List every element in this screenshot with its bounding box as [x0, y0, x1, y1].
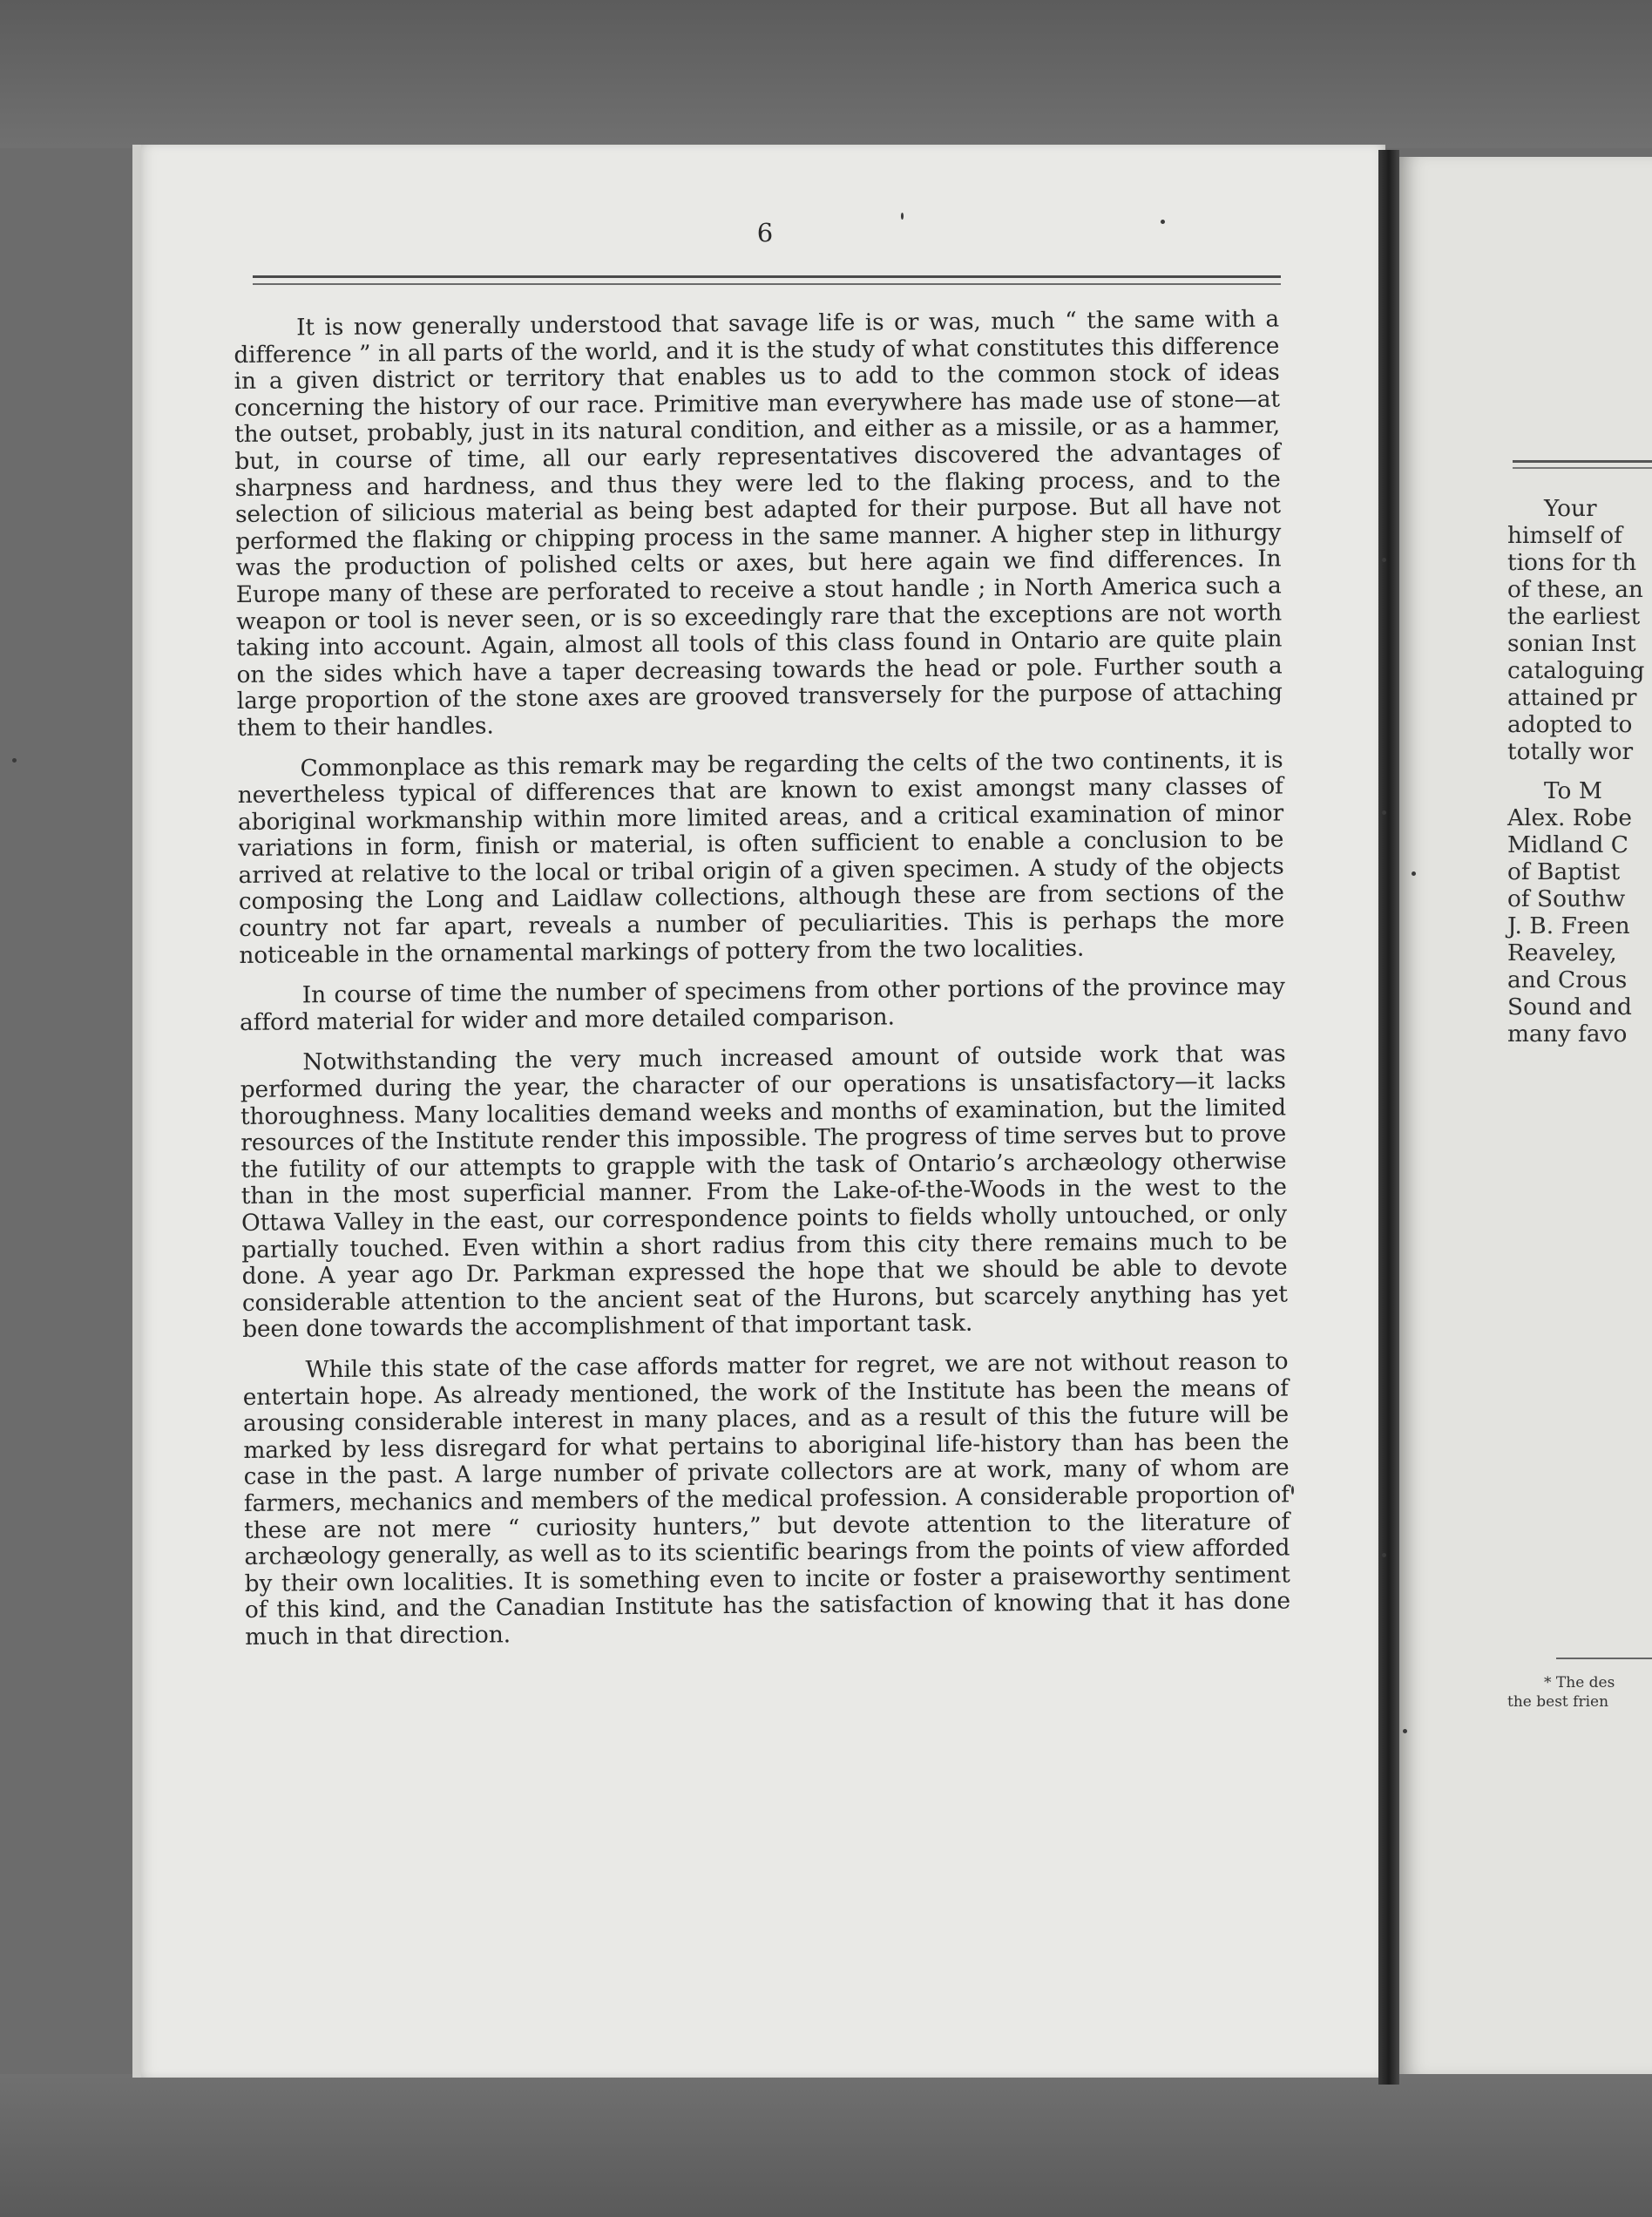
scan-background-top	[0, 0, 1652, 148]
book-spine-shadow	[1378, 150, 1399, 2085]
text-line: Reaveley,	[1507, 939, 1617, 966]
right-header-rule	[1513, 460, 1652, 463]
text-line: of Southw	[1507, 885, 1626, 912]
text-line: of these, an	[1507, 576, 1643, 603]
text-line: the earliest	[1507, 603, 1641, 630]
paragraph: While this state of the case affords matter for regret, we are not without reason to entertain hope. As already mentioned, the work of the Institute has been the means of arousing considerable interest in many places, and as a result of this the future will be marked by less disregard for what pertains to aboriginal life-history than has been the case in the past. A large number of private collectors are at work, many of whom are farmers, mechanics and members of the medical profession. A considerable proportion of these are not mere “ curiosity hunters,” but devote attention to the literature of archæology generally, as well as to its scientific bearings from the points of view afforded by their own localities. It is something even to incite or foster a praiseworthy sentiment of this kind, and the Canadian Institute has the satisfaction of knowing that it has done much in that direction.	[242, 1347, 1291, 1651]
paragraph: Notwithstanding the very much increased amount of outside work that was performed during the year, the character of our operations is unsatisfactory—it lacks thoroughness. Many localities demand weeks and months of examination, but the limited resources of the Institute render this impossible. The progress of time serves but to prove the futility of our attempts to grapple with the task of Ontario’s archæology otherwise than in the most superficial manner. From the Lake-of-the-Woods in the west to the Ottawa Valley in the east, our correspondence points to fields wholly untouched, or only partially touched. Even within a short radius from this city there remains much to be done. A year ago Dr. Parkman expressed the hope that we should be able to devote considerable attention to the ancient seat of the Hurons, but scarcely anything has yet been done towards the accomplishment of that important task.	[240, 1040, 1288, 1344]
text-line: cataloguing	[1507, 657, 1645, 684]
header-rule-thin	[253, 283, 1281, 285]
footnote-rule	[1556, 1658, 1652, 1659]
footnote-line: the best frien	[1507, 1693, 1609, 1711]
text-line: J. B. Freen	[1507, 912, 1630, 939]
text-line: Your	[1544, 495, 1597, 522]
paragraph: Commonplace as this remark may be regarding the celts of the two continents, it is nevertheless typical of differences that are known to exist amongst many classes of aboriginal workmanship within more limited areas, and a critical examination of minor variations in form, finish or material, is often sufficient to enable a conclusion to be arrived at relative to the local or tribal origin of a given specimen. A study of the objects composing the Long and Laidlaw collections, although these are from sections of the country not far apart, reveals a number of peculiarities. This is perhaps the more noticeable in the ornamental markings of pottery from the two localities.	[237, 746, 1285, 969]
footnote	[1507, 1673, 1615, 1712]
text-line: To M	[1544, 777, 1602, 804]
page-number: 6	[756, 218, 774, 247]
scan-background-bottom	[0, 2074, 1652, 2217]
text-line: adopted to	[1507, 711, 1633, 738]
text-line: himself of	[1507, 522, 1622, 549]
body-text	[234, 307, 1290, 1665]
text-line: Alex. Robe	[1507, 804, 1633, 831]
text-line: many favo	[1507, 1020, 1628, 1047]
paragraph: In course of time the number of specimens from other portions of the province may afford material for wider and more detailed comparison.	[239, 973, 1285, 1036]
text-line: and Crous	[1507, 966, 1628, 993]
paragraph: It is now generally understood that savage life is or was, much “ the same with a difference ” in all parts of the world, and it is the study of what constitutes this difference in a given district or territory that enables us to add to the common stock of ideas concerning the history of our race. Primitive man everywhere has made use of stone—at the outset, probably, just in its natural condition, and either as a missile, or as a hammer, but, in course of time, all our early representatives discovered the advantages of sharpness and hardness, and thus they were led to the flaking process, and to the selection of silicious material as being best adapted for their purpose. But all have not performed the flaking or chipping process in the same manner. A higher step in lithurgy was the production of polished celts or axes, but here again we find differences. In Europe many of these are perforated to receive a stout handle ; in North America such a weapon or tool is never seen, or is so exceedingly rare that the exceptions are not worth taking into account. Again, almost all tools of this class found in Ontario are quite plain on the sides which have a taper decreasing towards the head or pole. Further south a large proportion of the stone axes are grooved transversely for the purpose of attaching them to their handles.	[234, 305, 1283, 742]
text-line: sonian Inst	[1507, 630, 1636, 657]
right-page	[1399, 157, 1652, 2074]
text-line: of Baptist	[1507, 858, 1621, 885]
text-line: totally wor	[1507, 738, 1634, 765]
header-rule	[253, 275, 1281, 278]
text-line: tions for th	[1507, 549, 1637, 576]
text-line: attained pr	[1507, 684, 1637, 711]
text-line: Sound and	[1507, 993, 1632, 1020]
right-page-text	[1507, 495, 1652, 1047]
left-page-edge	[132, 145, 141, 2078]
text-line: Midland C	[1507, 831, 1629, 858]
right-header-rule-thin	[1513, 467, 1652, 469]
footnote-line: * The des	[1544, 1674, 1615, 1692]
